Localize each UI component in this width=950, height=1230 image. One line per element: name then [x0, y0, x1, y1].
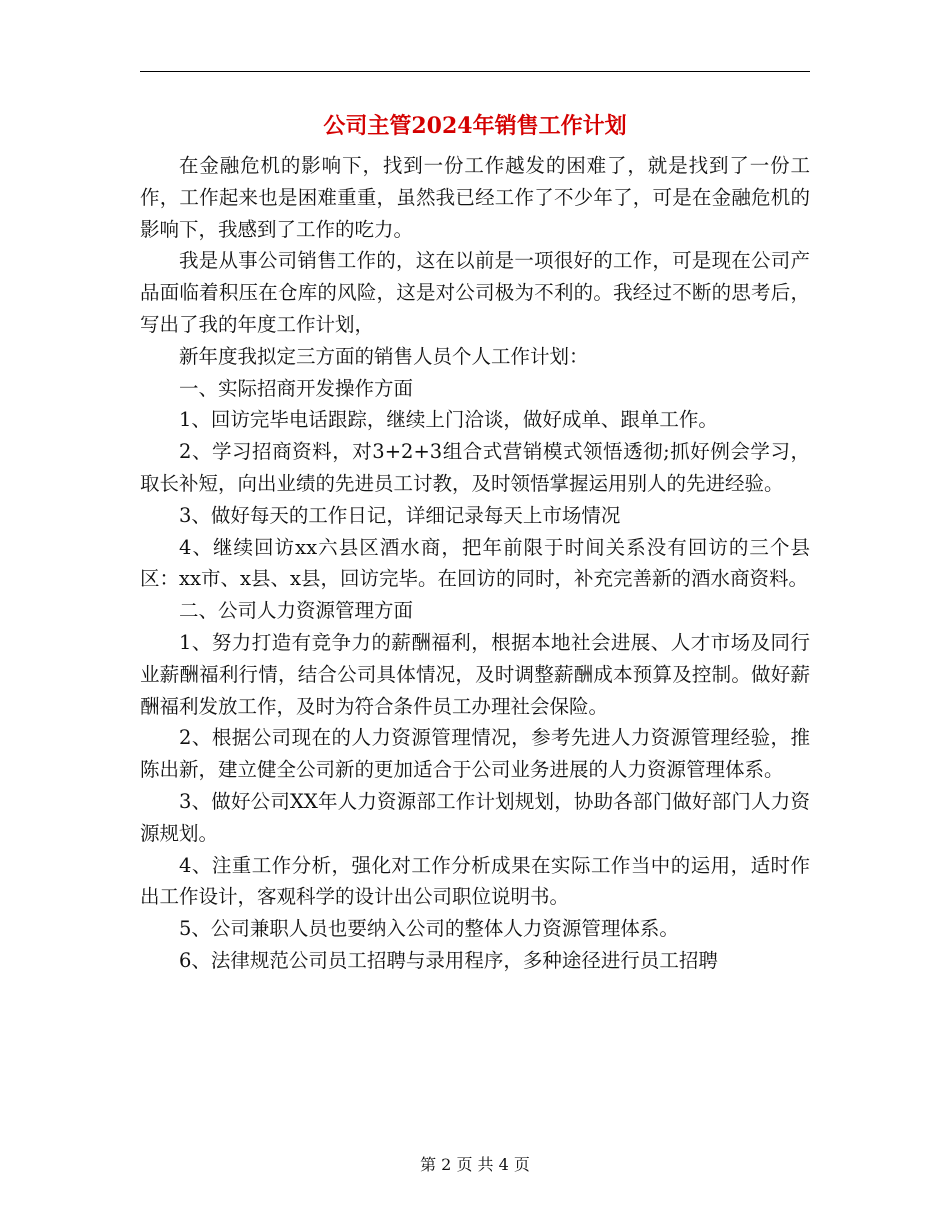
- paragraph: 我是从事公司销售工作的，这在以前是一项很好的工作，可是现在公司产品面临着积压在仓库的风险，这是对公司极为不利的。我经过不断的思考后，写出了我的年度工作计划，: [140, 249, 810, 336]
- section-heading: 一、实际招商开发操作方面: [179, 376, 414, 400]
- list-item: 4、注重工作分析，强化对工作分析成果在实际工作当中的运用，适时作出工作设计，客观科学的设计出公司职位说明书。: [140, 853, 810, 909]
- section-heading: 二、公司人力资源管理方面: [179, 599, 414, 623]
- document-body: [140, 150, 810, 977]
- list-item: 5、公司兼职人员也要纳入公司的整体人力资源管理体系。: [179, 917, 679, 941]
- paragraph: 新年度我拟定三方面的销售人员个人工作计划：: [179, 344, 589, 368]
- list-item: 3、做好每天的工作日记，详细记录每天上市场情况: [179, 503, 621, 527]
- header-rule: [140, 71, 810, 72]
- list-item: 1、努力打造有竞争力的薪酬福利，根据本地社会进展、人才市场及同行业薪酬福利行情，结合公司具体情况，及时调整薪酬成本预算及控制。做好薪酬福利发放工作，及时为符合条件员工办理社会保险。: [140, 630, 810, 718]
- list-item: 2、学习招商资料，对3+2+3组合式营销模式领悟透彻;抓好例会学习，取长补短，向出业绩的先进员工讨教，及时领悟掌握运用别人的先进经验。: [140, 440, 810, 495]
- paragraph: 在金融危机的影响下，找到一份工作越发的困难了，就是找到了一份工作，工作起来也是困难重重，虽然我已经工作了不少年了，可是在金融危机的影响下，我感到了工作的吃力。: [140, 154, 810, 241]
- page-number: 第 2 页 共 4 页: [420, 1155, 530, 1174]
- list-item: 4、继续回访xx六县区酒水商，把年前限于时间关系没有回访的三个县区：xx市、x县、x县，回访完毕。在回访的同时，补充完善新的酒水商资料。: [140, 535, 810, 591]
- page-title: 公司主管2024年销售工作计划: [323, 113, 627, 139]
- list-item: 6、法律规范公司员工招聘与录用程序，多种途径进行员工招聘: [179, 948, 718, 972]
- list-item: 3、做好公司XX年人力资源部工作计划规划，协助各部门做好部门人力资源规划。: [140, 789, 810, 845]
- list-item: 2、根据公司现在的人力资源管理情况，参考先进人力资源管理经验，推陈出新，建立健全公司新的更加适合于公司业务进展的人力资源管理体系。: [140, 726, 810, 782]
- list-item: 1、回访完毕电话跟踪，继续上门洽谈，做好成单、跟单工作。: [179, 408, 718, 432]
